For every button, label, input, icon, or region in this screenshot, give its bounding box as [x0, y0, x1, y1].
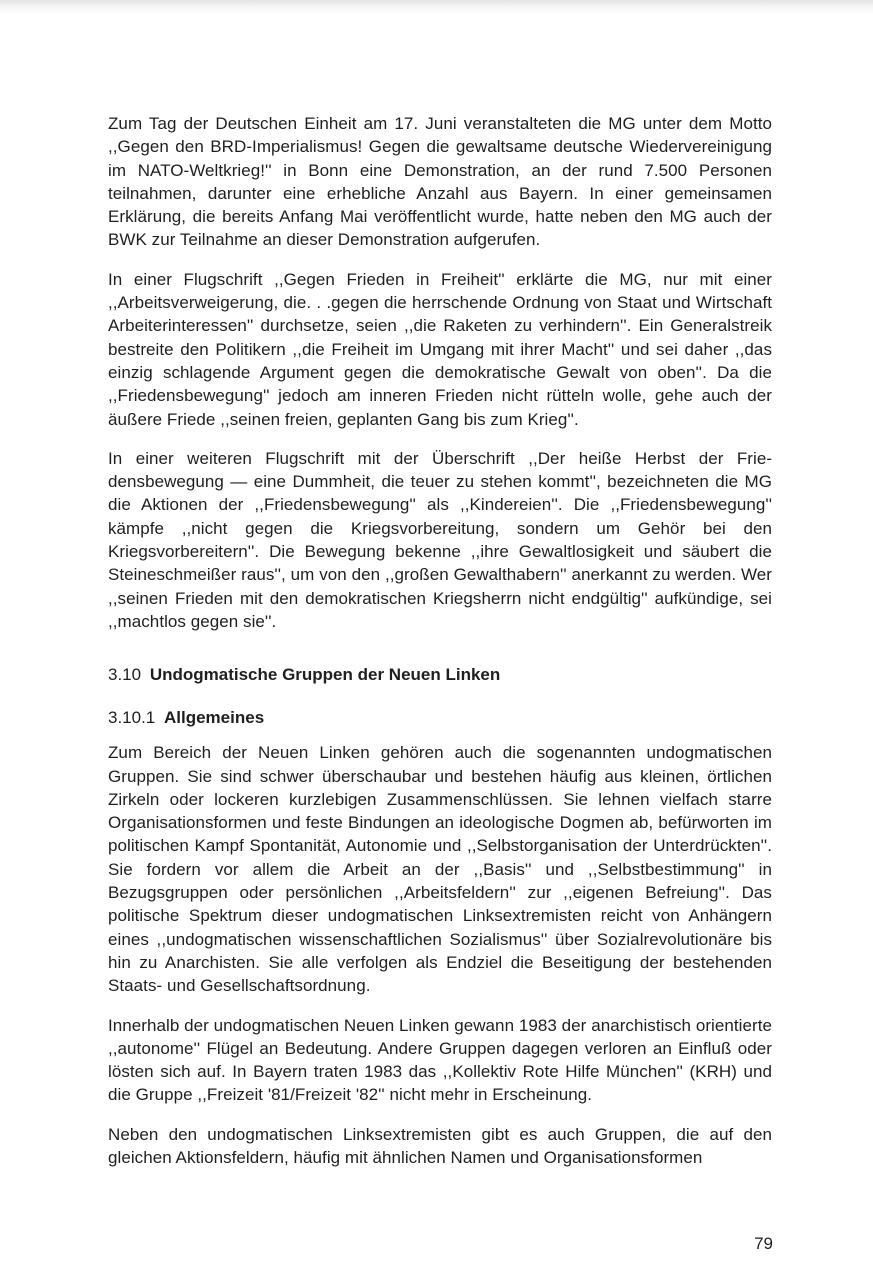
subsection-title: Allgemeines — [164, 708, 265, 728]
section-heading — [108, 663, 772, 686]
document-page — [108, 112, 772, 1185]
section-number: 3.10 — [108, 665, 142, 685]
paragraph-flugschrift-frieden: In einer Flugschrift ,,Gegen Frieden in Freiheit'' erklärte die MG, nur mit einer ,,Arbeitsverweigerung, die. . .gegen die herrschende Ordnung von Staat und Wirtschaft Arbeiterinteressen'' durchsetze, seien ,,die Raketen zu verhindern''. Ein Generalstreik bestreite den Politikern ,,die Freiheit im Umgang mit ihrer Macht'' und sei daher ,,das einzig schlagende Argument gegen die demokratische Gewalt von oben''. Da die ,,Friedensbewegung'' jedoch am inneren Frieden nicht rütteln wolle, gehe auch der äußere Friede ,,seinen freien, geplanten Gang bis zum Krieg''. — [108, 269, 772, 429]
paragraph-allgemeines: Zum Bereich der Neuen Linken gehören auch die sogenannten undogmatischen Gruppen. Sie sind schwer überschaubar und bestehen häufig aus kleinen, örtlichen Zirkeln oder lockeren kurzlebigen Zusammenschlüssen. Sie lehnen vielfach starre Organisationsformen und feste Bindungen an ideologische Dogmen ab, befürworten im politischen Kampf Spontanität, Autonomie und ,,Selbstorganisation der Unterdrückten''. Sie fordern vor allem die Arbeit an der ,,Basis'' und ,,Selbstbestimmung'' in Bezugsgruppen oder persönlichen ,,Arbeitsfeldern'' zur ,,eigenen Befreiung''. Das politische Spektrum dieser undogmatischen Linksextremisten reicht von Anhängern eines ,,undogmatischen wissenschaftlichen Sozialismus'' über Sozialrevolutionäre bis hin zu Anarchisten. Sie alle verfolgen als Endziel die Beseitigung der bestehenden Staats- und Gesellschaftsordnung. — [108, 743, 772, 996]
section-title: Undogmatische Gruppen der Neuen Linken — [149, 665, 501, 685]
page-number: 79 — [754, 1234, 773, 1253]
paragraph-autonome: Innerhalb der undogmatischen Neuen Linken gewann 1983 der anarchistisch orientierte ,,autonome'' Flügel an Bedeutung. Andere Gruppen dagegen verloren an Einfluß oder lösten sich auf. In Bayern traten 1983 das ,,Kollektiv Rote Hilfe München'' (KRH) und die Gruppe ,,Freizeit '81/Freizeit '82'' nicht mehr in Erscheinung. — [108, 1015, 772, 1105]
paragraph-flugschrift-herbst: In einer weiteren Flugschrift mit der Überschrift ,,Der heiße Herbst der Friedensbewegung — eine Dummheit, die teuer zu stehen kommt'', bezeichneten die MG die Aktionen der ,,Friedensbewegung'' als ,,Kindereien''. Die ,,Friedensbewegung'' kämpfe ,,nicht gegen die Kriegsvorbereitung, sondern um Gehör bei den Kriegsvorbereitern''. Die Bewegung bekenne ,,ihre Gewaltlosigkeit und säubert die Steineschmeißer raus'', um von den ,,großen Gewalthabern'' anerkannt zu werden. Wer ,,seinen Frieden mit den demokratischen Kriegsherrn nicht endgültig'' aufkündige, sei ,,machtlos gegen sie''. — [108, 448, 772, 631]
subsection-number: 3.10.1 — [108, 708, 156, 728]
scan-edge-shadow — [0, 0, 873, 14]
paragraph-neben: Neben den undogmatischen Linksextremisten gibt es auch Gruppen, die auf den gleichen Aktionsfeldern, häufig mit ähnlichen Namen und Organisationsformen — [108, 1124, 772, 1167]
subsection-heading — [108, 706, 772, 729]
paragraph-demonstration: Zum Tag der Deutschen Einheit am 17. Juni veranstalteten die MG unter dem Motto ,,Gegen den BRD-Imperialismus! Gegen die gewaltsame deutsche Wiedervereinigung im NATO-Weltkrieg!'' in Bonn eine Demonstration, an der rund 7.500 Personen teilnahmen, darunter eine erhebliche Anzahl aus Bayern. In einer gemeinsamen Erklärung, die bereits Anfang Mai veröffentlicht wurde, hatte neben den MG auch der BWK zur Teilnahme an dieser Demonstration aufgerufen. — [108, 114, 772, 250]
